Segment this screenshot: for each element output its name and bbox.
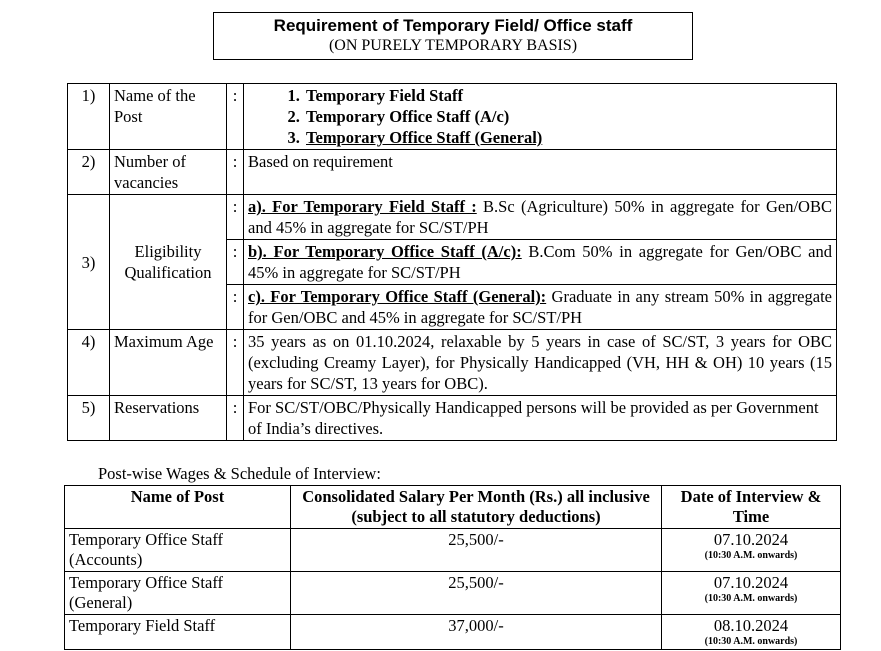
eligibility-heading: c). For Temporary Office Staff (General): bbox=[248, 287, 547, 306]
eligibility-text: Graduate in any stream 50% in aggregate for Gen/OBC and 45% in aggregate for SC/ST/PH bbox=[248, 287, 832, 327]
colon: : bbox=[227, 285, 244, 330]
row-reservations bbox=[68, 396, 837, 441]
interview-date: 07.10.2024 bbox=[713, 573, 789, 592]
colon: : bbox=[227, 195, 244, 240]
page-subtitle: (ON PURELY TEMPORARY BASIS) bbox=[328, 37, 578, 54]
title-box bbox=[213, 12, 693, 60]
cell-date bbox=[662, 572, 841, 615]
colon: : bbox=[227, 396, 244, 441]
interview-date: 08.10.2024 bbox=[713, 616, 789, 635]
eligibility-heading: b). For Temporary Office Staff (A/c): bbox=[248, 242, 522, 261]
row-label: Number of vacancies bbox=[110, 150, 227, 195]
post-list-cell bbox=[244, 84, 837, 150]
interview-time: (10:30 A.M. onwards) bbox=[704, 593, 798, 604]
eligibility-text: B.Sc (Agriculture) 50% in aggregate for Gen/OBC and 45% in aggregate for SC/ST/PH bbox=[248, 197, 832, 237]
colon: : bbox=[227, 240, 244, 285]
colon: : bbox=[227, 84, 244, 150]
table-row bbox=[65, 529, 841, 572]
colon: : bbox=[227, 330, 244, 396]
post-list bbox=[248, 85, 832, 148]
cell-date bbox=[662, 615, 841, 650]
interview-time: (10:30 A.M. onwards) bbox=[704, 550, 798, 561]
row-vacancies bbox=[68, 150, 837, 195]
interview-time: (10:30 A.M. onwards) bbox=[704, 636, 798, 647]
interview-date: 07.10.2024 bbox=[713, 530, 789, 549]
header-salary: Consolidated Salary Per Month (Rs.) all inclusive (subject to all statutory deductions) bbox=[291, 486, 662, 529]
row-eligibility bbox=[68, 195, 837, 240]
cell-date bbox=[662, 529, 841, 572]
row-label: Name of the Post bbox=[110, 84, 227, 150]
cell-post: Temporary Office Staff (General) bbox=[65, 572, 291, 615]
schedule-caption: Post-wise Wages & Schedule of Interview: bbox=[98, 464, 381, 483]
row-number: 1) bbox=[68, 84, 110, 150]
row-number: 5) bbox=[68, 396, 110, 441]
post-item: 1. Temporary Field Staff bbox=[304, 85, 832, 106]
table-row bbox=[65, 572, 841, 615]
cell-post: Temporary Office Staff (Accounts) bbox=[65, 529, 291, 572]
row-post bbox=[68, 84, 837, 150]
row-number: 3) bbox=[68, 195, 110, 330]
page-title: Requirement of Temporary Field/ Office staff bbox=[273, 16, 633, 35]
post-item-text: Temporary Office Staff (General) bbox=[306, 128, 543, 147]
age-value: 35 years as on 01.10.2024, relaxable by 5 years in case of SC/ST, 3 years for OBC (excluding Creamy Layer), for Physically Handicapped (VH, HH & OH) 10 years (15 years for SC/ST, 13 years for OBC). bbox=[244, 330, 837, 396]
vacancies-value: Based on requirement bbox=[244, 150, 837, 195]
header-post: Name of Post bbox=[65, 486, 291, 529]
schedule-header-row bbox=[65, 486, 841, 529]
header-date: Date of Interview & Time bbox=[662, 486, 841, 529]
row-label: Maximum Age bbox=[110, 330, 227, 396]
row-number: 4) bbox=[68, 330, 110, 396]
cell-salary: 25,500/- bbox=[291, 529, 662, 572]
reservations-value: For SC/ST/OBC/Physically Handicapped persons will be provided as per Government of India’s directives. bbox=[244, 396, 837, 441]
cell-salary: 37,000/- bbox=[291, 615, 662, 650]
eligibility-item bbox=[244, 195, 837, 240]
row-label: Eligibility Qualification bbox=[110, 195, 227, 330]
table-row bbox=[65, 615, 841, 650]
requirements-table bbox=[67, 83, 837, 441]
colon: : bbox=[227, 150, 244, 195]
post-item: 2. Temporary Office Staff (A/c) bbox=[304, 106, 832, 127]
cell-post: Temporary Field Staff bbox=[65, 615, 291, 650]
eligibility-item bbox=[244, 240, 837, 285]
eligibility-heading: a). For Temporary Field Staff : bbox=[248, 197, 477, 216]
schedule-table bbox=[64, 485, 841, 650]
row-number: 2) bbox=[68, 150, 110, 195]
eligibility-item bbox=[244, 285, 837, 330]
post-item bbox=[304, 127, 832, 148]
eligibility-text: B.Com 50% in aggregate for Gen/OBC and 45% in aggregate for SC/ST/PH bbox=[248, 242, 832, 282]
cell-salary: 25,500/- bbox=[291, 572, 662, 615]
row-age bbox=[68, 330, 837, 396]
row-label: Reservations bbox=[110, 396, 227, 441]
